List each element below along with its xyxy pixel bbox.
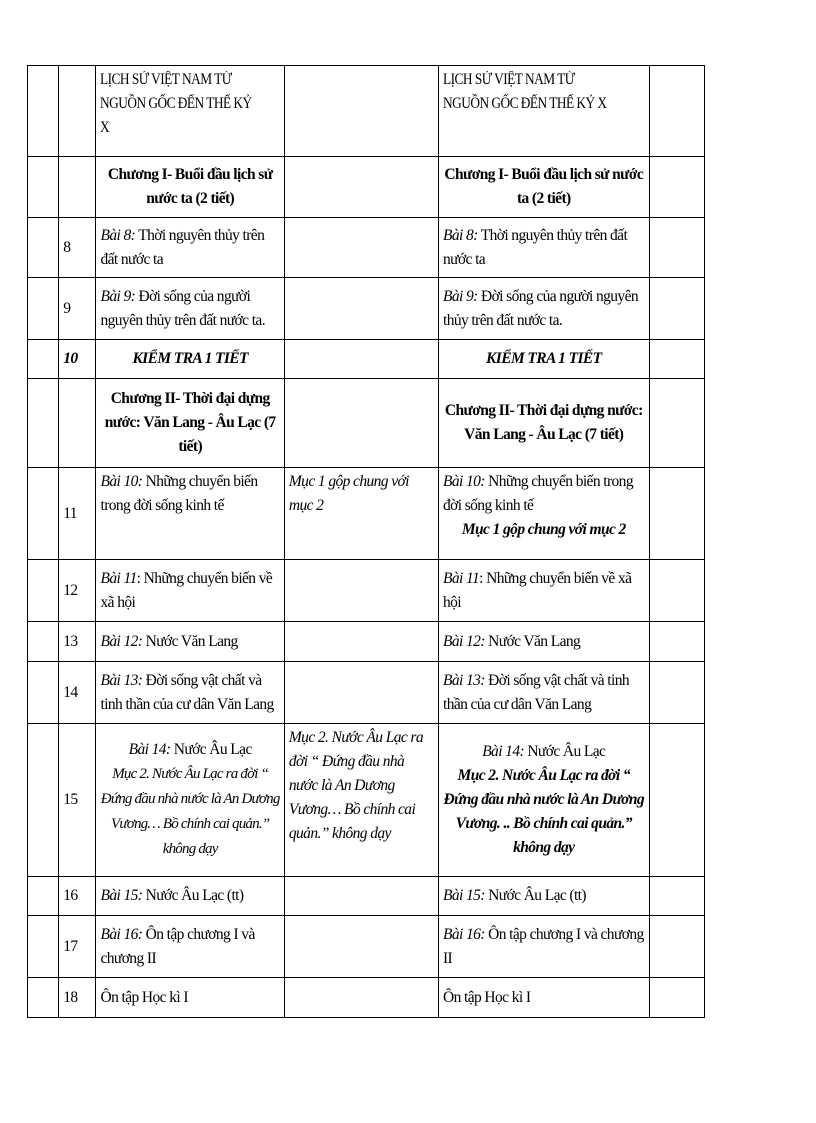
lesson-number — [59, 66, 96, 157]
note-cell — [284, 278, 438, 340]
lesson-number: 11 — [59, 468, 96, 560]
lesson-title: Nước Âu Lạc — [524, 743, 606, 760]
blank-cell — [649, 379, 704, 468]
lesson-cell — [439, 877, 650, 916]
lesson-number: 18 — [59, 978, 96, 1018]
chapter-heading: Chương I- Buổi đầu lịch sử nước ta (2 tiết) — [96, 157, 284, 218]
lesson-note: Mục 1 gộp chung với mục 2 — [461, 521, 626, 538]
lesson-label: Bài 12: — [100, 632, 143, 650]
blank-cell — [649, 978, 704, 1018]
table-row — [28, 157, 705, 218]
lesson-cell — [96, 468, 284, 560]
lesson-number: 12 — [59, 560, 96, 622]
table-row — [28, 379, 705, 468]
lesson-title: Thời nguyên thủy trên đất nước ta — [443, 226, 628, 268]
lesson-label: Bài 13: — [100, 671, 143, 689]
note-cell — [284, 157, 438, 218]
table-row — [28, 724, 705, 877]
blank-cell — [28, 218, 59, 278]
note-cell — [284, 66, 438, 157]
lesson-title: Nước Âu Lạc (tt) — [142, 887, 244, 904]
lesson-label: Bài 13: — [443, 671, 485, 689]
lesson-cell — [96, 877, 284, 916]
lesson-title: Nước Văn Lang — [142, 632, 238, 650]
blank-cell — [28, 468, 59, 560]
table-row — [28, 877, 705, 916]
lesson-number — [59, 157, 96, 218]
test-label: KIỂM TRA 1 TIẾT — [96, 340, 284, 379]
lesson-label: Bài 12: — [443, 632, 485, 650]
table-row — [28, 978, 705, 1018]
test-label: KIỂM TRA 1 TIẾT — [439, 340, 650, 379]
section-title: LỊCH SỬ VIỆT NAM TỪ NGUỒN GỐC ĐẾN THẾ KỶ X — [439, 66, 650, 157]
lesson-cell — [96, 724, 284, 877]
blank-cell — [649, 916, 704, 978]
note-cell — [284, 379, 438, 468]
note-cell: Mục 2. Nước Âu Lạc ra đời “ Đứng đầu nhà nước là An Dương Vương… Bồ chính cai quản.” không dạy — [284, 724, 438, 877]
chapter-heading: Chương II- Thời đại dựng nước: Văn Lang - Âu Lạc (7 tiết) — [96, 379, 284, 468]
blank-cell — [649, 218, 704, 278]
table-row — [28, 66, 705, 157]
lesson-label: Bài 9: — [443, 287, 478, 305]
blank-cell — [28, 916, 59, 978]
lesson-cell — [439, 560, 650, 622]
lesson-title: Ôn tập Học kì I — [439, 978, 650, 1018]
lesson-note: Mục 2. Nước Âu Lạc ra đời “ Đứng đầu nhà nước là An Dương Vương… Bồ chính cai quản.” không dạy — [100, 766, 280, 857]
blank-cell — [28, 662, 59, 724]
lesson-cell — [96, 560, 284, 622]
table-row — [28, 218, 705, 278]
table-row — [28, 340, 705, 379]
lesson-cell — [439, 278, 650, 340]
table-row — [28, 278, 705, 340]
blank-cell — [28, 877, 59, 916]
table-row — [28, 560, 705, 622]
blank-cell — [649, 157, 704, 218]
blank-cell — [649, 66, 704, 157]
chapter-heading: Chương I- Buổi đầu lịch sử nước ta (2 tiết) — [439, 157, 650, 218]
note-cell — [284, 662, 438, 724]
blank-cell — [649, 724, 704, 877]
lesson-cell — [439, 218, 650, 278]
lesson-title: Những chuyển biến trong đời sống kinh tế — [443, 473, 633, 514]
blank-cell — [649, 877, 704, 916]
lesson-title: Đời sống của người nguyên thủy trên đất nước ta. — [443, 287, 639, 329]
lesson-title: Ôn tập chương I và chương II — [443, 925, 644, 967]
note-cell — [284, 877, 438, 916]
lesson-label: Bài 16: — [100, 925, 143, 943]
lesson-cell — [439, 662, 650, 724]
lesson-title: Ôn tập chương I và chương II — [100, 925, 255, 967]
lesson-number: 8 — [59, 218, 96, 278]
note-cell — [284, 978, 438, 1018]
lesson-label: Bài 8: — [100, 226, 136, 244]
blank-cell — [28, 978, 59, 1018]
lesson-label: Bài 16: — [443, 925, 485, 943]
lesson-title: Nước Âu Lạc — [170, 741, 252, 758]
blank-cell — [649, 662, 704, 724]
lesson-number: 10 — [59, 340, 96, 379]
blank-cell — [649, 560, 704, 622]
lesson-number: 9 — [59, 278, 96, 340]
lesson-title: Đời sống của người nguyên thủy trên đất nước ta. — [100, 287, 265, 329]
lesson-cell — [96, 278, 284, 340]
table-row — [28, 468, 705, 560]
lesson-cell — [96, 622, 284, 662]
lesson-label: Bài 10: — [443, 473, 485, 490]
lesson-title: Những chuyển biến trong đời sống kinh tế — [100, 473, 258, 514]
blank-cell — [649, 278, 704, 340]
lesson-label: Bài 11 — [443, 569, 480, 587]
lesson-number: 15 — [59, 724, 96, 877]
lesson-cell — [439, 468, 650, 560]
note-cell — [284, 916, 438, 978]
lesson-label: Bài 14: — [128, 741, 171, 758]
lesson-cell — [439, 916, 650, 978]
blank-cell — [28, 66, 59, 157]
chapter-heading: Chương II- Thời đại dựng nước: Văn Lang - Âu Lạc (7 tiết) — [439, 379, 650, 468]
lesson-title: Nước Văn Lang — [484, 632, 581, 650]
table-row — [28, 662, 705, 724]
note-cell — [284, 560, 438, 622]
lesson-title: Đời sống vật chất và tinh thần của cư dân Văn Lang — [100, 671, 274, 713]
blank-cell — [649, 340, 704, 379]
blank-cell — [649, 622, 704, 662]
lesson-title: : Những chuyển biến về xã hội — [443, 569, 632, 611]
lesson-cell — [96, 218, 284, 278]
lesson-title: Thời nguyên thủy trên đất nước ta — [100, 226, 265, 268]
note-cell — [284, 340, 438, 379]
lesson-label: Bài 9: — [100, 287, 136, 305]
blank-cell — [28, 622, 59, 662]
lesson-title: Nước Âu Lạc (tt) — [484, 887, 586, 904]
blank-cell — [28, 278, 59, 340]
lesson-note: Mục 2. Nước Âu Lạc ra đời “ Đứng đầu nhà nước là An Dương Vương. .. Bồ chính cai quản.” không dạy — [443, 767, 645, 856]
lesson-title: Ôn tập Học kì I — [96, 978, 284, 1018]
lesson-label: Bài 8: — [443, 226, 478, 244]
lesson-cell — [439, 724, 650, 877]
section-title: LỊCH SỬ VIỆT NAM TỪ NGUỒN GỐC ĐẾN THẾ KỶ X — [96, 66, 284, 157]
lesson-title: Đời sống vật chất và tinh thần của cư dân Văn Lang — [443, 671, 629, 713]
note-cell — [284, 622, 438, 662]
table-row — [28, 622, 705, 662]
lesson-label: Bài 15: — [100, 887, 143, 904]
lesson-label: Bài 14: — [482, 743, 525, 760]
lesson-cell — [96, 662, 284, 724]
blank-cell — [28, 379, 59, 468]
blank-cell — [28, 157, 59, 218]
lesson-cell — [439, 622, 650, 662]
blank-cell — [28, 724, 59, 877]
blank-cell — [649, 468, 704, 560]
lesson-label: Bài 11 — [100, 569, 137, 587]
note-cell — [284, 218, 438, 278]
lesson-label: Bài 15: — [443, 887, 485, 904]
blank-cell — [28, 340, 59, 379]
lesson-number: 17 — [59, 916, 96, 978]
lesson-cell — [96, 916, 284, 978]
lesson-number: 16 — [59, 877, 96, 916]
note-cell: Mục 1 gộp chung với mục 2 — [284, 468, 438, 560]
table-row — [28, 916, 705, 978]
lesson-label: Bài 10: — [100, 473, 143, 490]
blank-cell — [28, 560, 59, 622]
lesson-title: : Những chuyển biến về xã hội — [100, 569, 273, 611]
lesson-number: 13 — [59, 622, 96, 662]
curriculum-table — [27, 65, 705, 1018]
lesson-number: 14 — [59, 662, 96, 724]
lesson-number — [59, 379, 96, 468]
